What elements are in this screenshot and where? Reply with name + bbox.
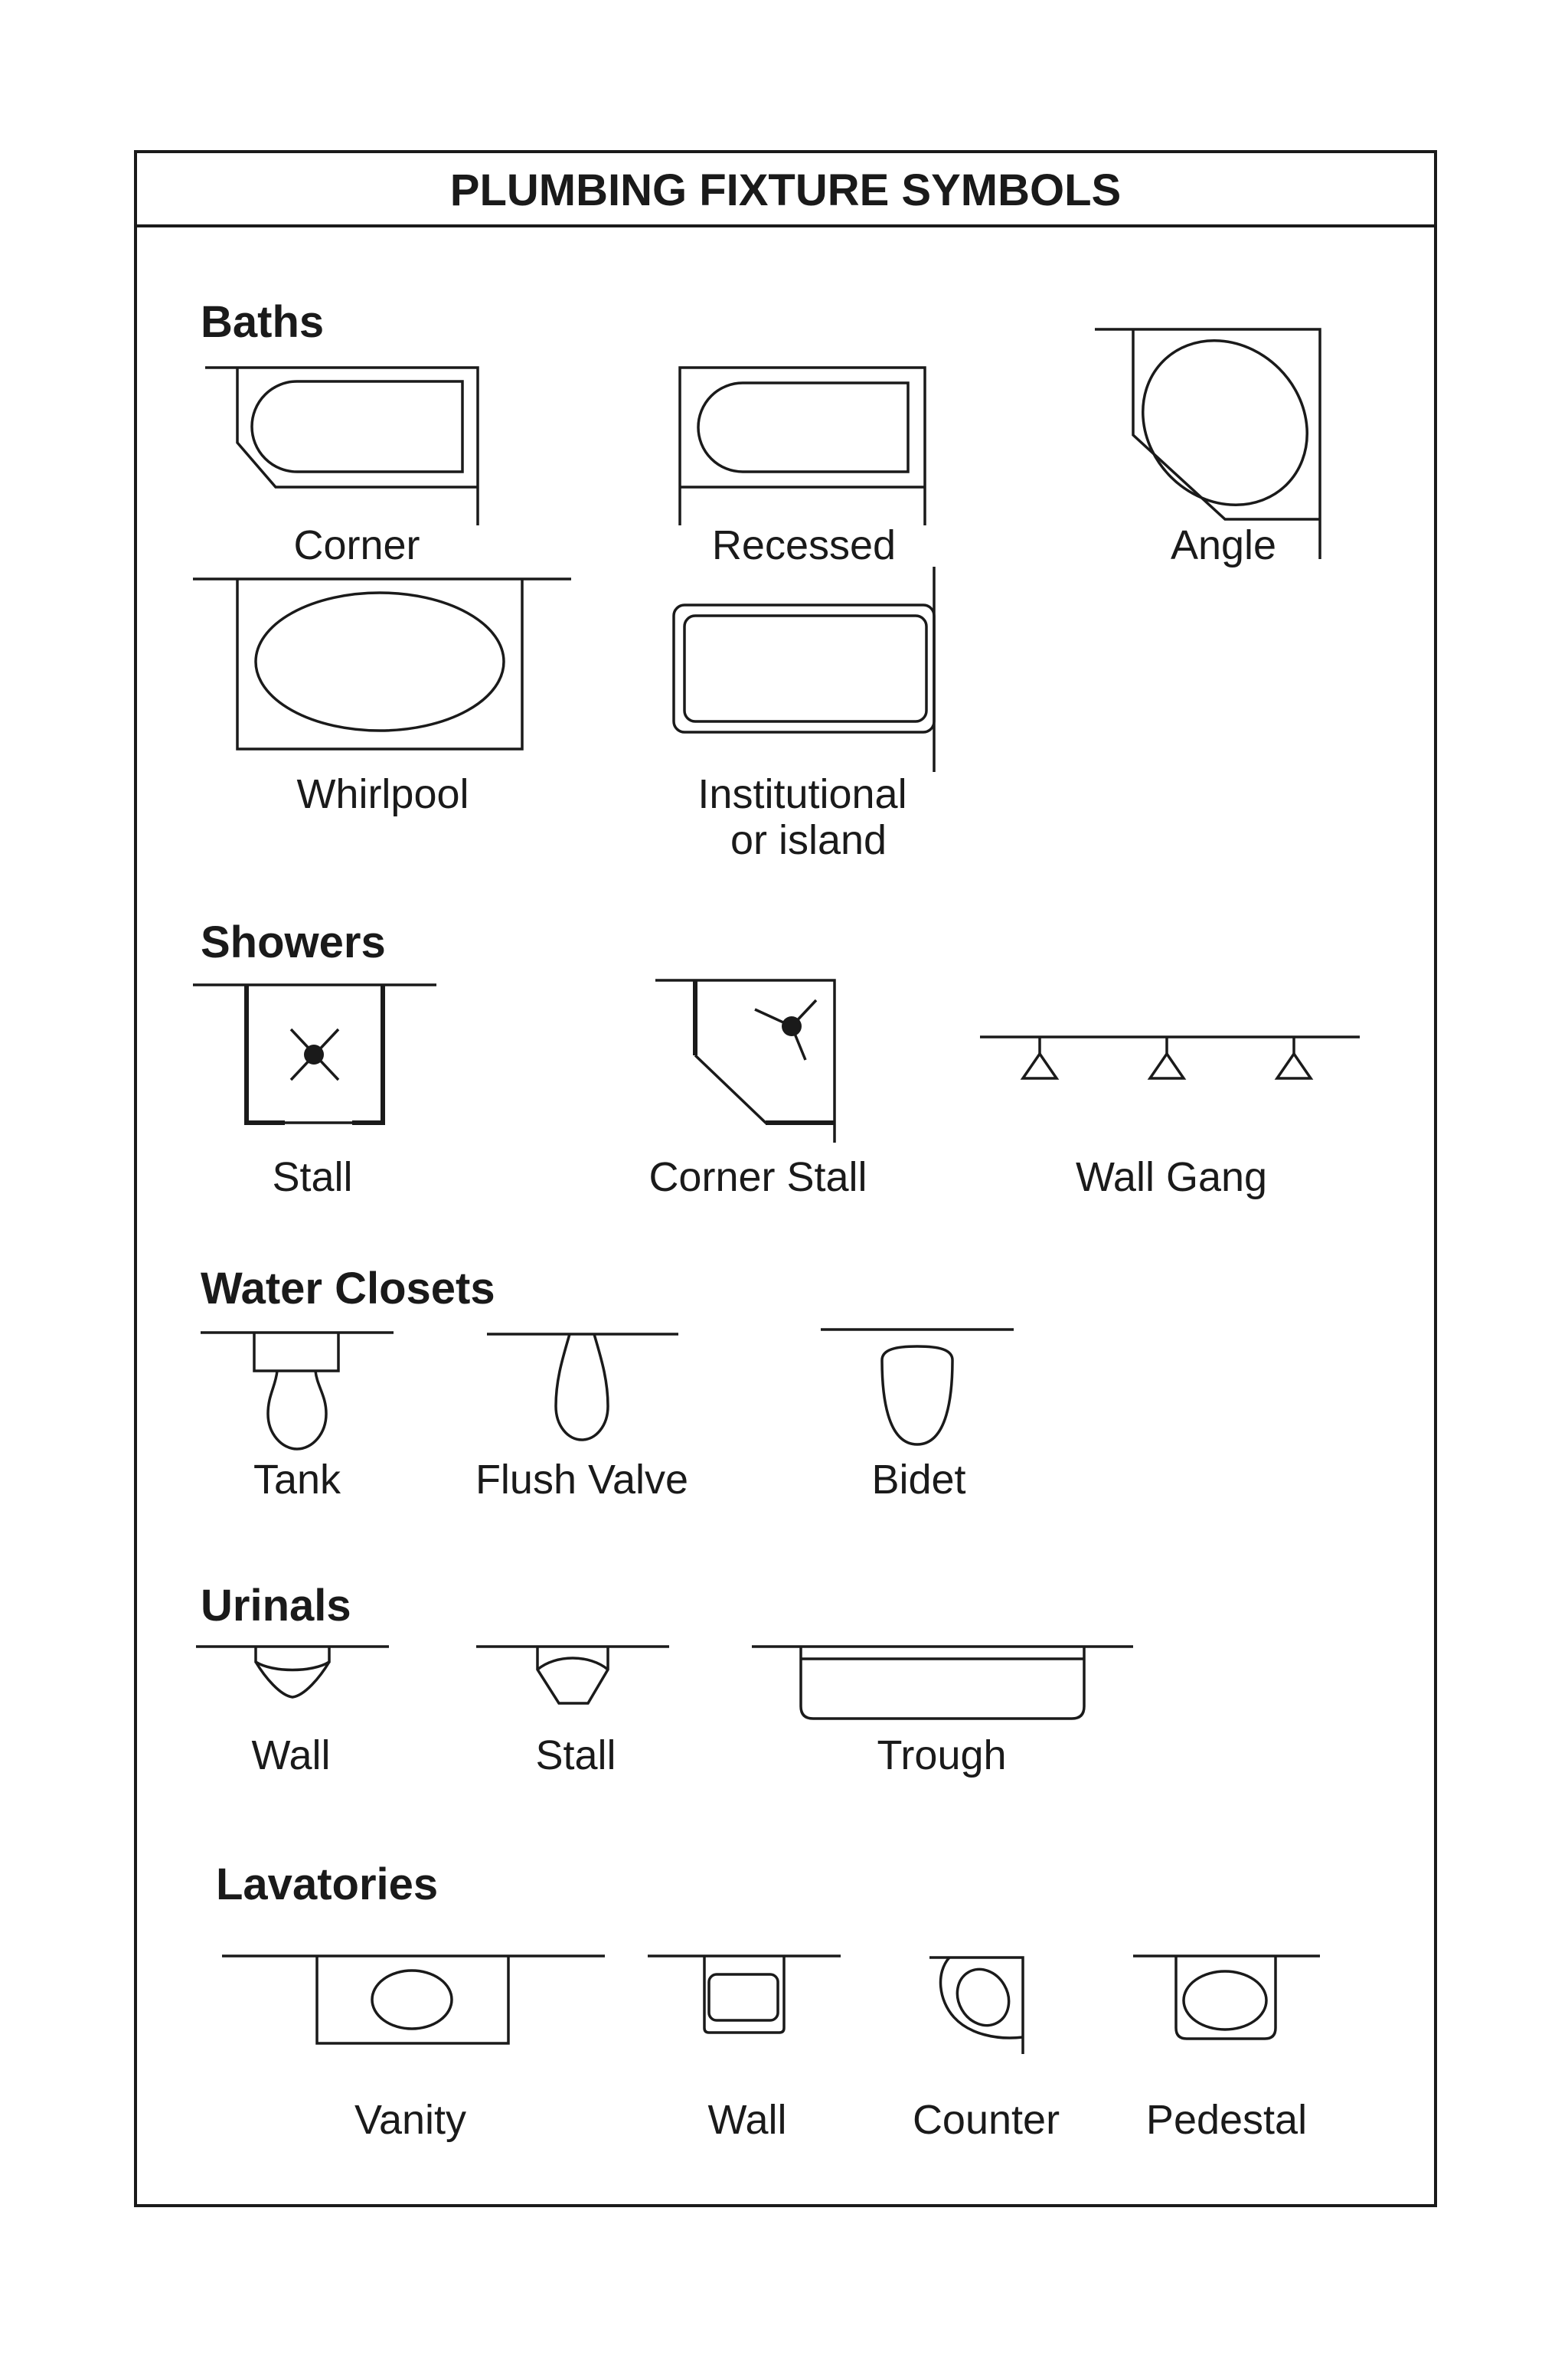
section-heading-lavatories: Lavatories [216, 1859, 439, 1909]
whirlpool-bath-symbol [193, 579, 571, 749]
trough-urinal-label: Trough [877, 1732, 1007, 1778]
pedestal-lavatory-symbol [1133, 1956, 1320, 2039]
recessed-bath-symbol [680, 368, 925, 525]
stall-shower-symbol [193, 985, 436, 1123]
stall-urinal-label: Stall [535, 1732, 616, 1778]
corner-stall-shower-label: Corner Stall [648, 1154, 867, 1200]
institutional-bath-symbol [674, 567, 934, 772]
institutional-bath-label-line2: or island [730, 817, 887, 863]
vanity-lavatory-label: Vanity [354, 2097, 467, 2143]
recessed-bath-label: Recessed [711, 522, 897, 568]
corner-bath-symbol [205, 368, 478, 525]
flush-valve-water-closet-label: Flush Valve [475, 1457, 689, 1503]
stall-urinal-symbol [476, 1647, 669, 1703]
section-heading-water-closets: Water Closets [201, 1264, 495, 1313]
wall-gang-shower-symbol [980, 1037, 1360, 1078]
corner-bath-label: Corner [293, 522, 420, 568]
section-heading-showers: Showers [201, 917, 386, 967]
whirlpool-bath-label: Whirlpool [296, 771, 469, 817]
counter-lavatory-label: Counter [912, 2097, 1060, 2143]
wall-urinal-label: Wall [251, 1732, 331, 1778]
wall-gang-shower-label: Wall Gang [1075, 1154, 1268, 1200]
section-heading-urinals: Urinals [201, 1581, 351, 1631]
tank-water-closet-label: Tank [253, 1457, 341, 1503]
flush-valve-water-closet-symbol [487, 1334, 678, 1440]
tank-water-closet-symbol [201, 1333, 394, 1449]
vanity-lavatory-symbol [222, 1956, 605, 2043]
stall-shower-label: Stall [272, 1154, 353, 1200]
angle-bath-label: Angle [1170, 522, 1277, 568]
corner-stall-shower-symbol [655, 980, 835, 1143]
wall-lavatory-symbol [648, 1956, 841, 2033]
trough-urinal-symbol [752, 1647, 1133, 1719]
section-heading-baths: Baths [201, 297, 325, 347]
bidet-symbol [821, 1330, 1014, 1444]
counter-lavatory-symbol [929, 1958, 1023, 2054]
wall-lavatory-label: Wall [707, 2097, 787, 2143]
wall-urinal-symbol [196, 1647, 389, 1697]
institutional-bath-label-line1: Institutional [697, 771, 907, 817]
angle-bath-symbol [1095, 307, 1341, 559]
sheet-title: PLUMBING FIXTURE SYMBOLS [449, 165, 1122, 215]
pedestal-lavatory-label: Pedestal [1145, 2097, 1308, 2143]
bidet-label: Bidet [871, 1457, 966, 1503]
